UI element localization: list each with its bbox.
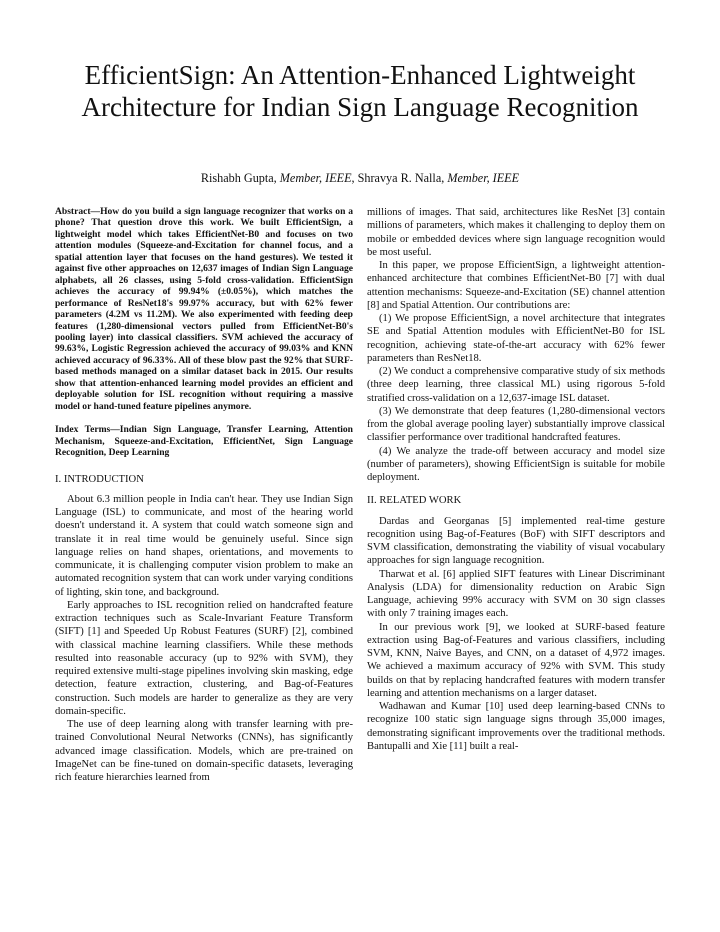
contribution-4: (4) We analyze the trade-off between accuracy and model size (number of parameters), showing EfficientSign is suitable for mobile deployment. bbox=[367, 445, 665, 483]
contribution-3: (3) We demonstrate that deep features (1,280-dimensional vectors from the global average pooling layer) substantially improve classical classifier performance over traditional handcrafted features. bbox=[367, 405, 665, 444]
author-1-name: Rishabh Gupta, bbox=[200, 171, 277, 185]
contribution-1: (1) We propose EfficientSign, a novel architecture that integrates SE and Spatial Attention modules with EfficientNet-B0 for ISL recognition, achieving state-of-the-art accuracy with 62% fewer parameters than ResNet18. bbox=[367, 313, 665, 364]
section-heading-introduction: I. INTRODUCTION bbox=[55, 473, 144, 485]
index-terms: Index Terms—Indian Sign Language, Transfer Learning, Attention Mechanism, Squeeze-and-Excitation, EfficientNet, Sign Language Recognition, Deep Learning bbox=[55, 424, 353, 459]
left-column bbox=[55, 206, 353, 784]
author-separator: , bbox=[351, 171, 358, 185]
abstract: Abstract—How do you build a sign language recognizer that works on a phone? That question drove this work. We built EfficientSign, a lightweight model which takes EfficientNet-B0 and focuses on two attention modules (Squeeze-and-Excitation for channel focus, and a spatial attention layer that focuses on the hand gestures). We tested it against five other approaches on 12,637 images of Indian Sign Language alphabets, all 26 classes, using 5-fold cross-validation. EfficientSign achieves the accuracy of 99.94% (±0.05%), which matches the performance of ResNet18's 99.97% accuracy, but with 62% fewer parameters (4.2M vs 11.2M). We also experimented with feeding deep features (1,280-dimensional vectors pulled from EfficientNet-B0's pooling layer) into classical classifiers. SVM achieved the accuracy of 99.63%, Logistic Regression achieved the accuracy of 99.03% and KNN achieved accuracy of 96.33%. All of these blow past the 92% that SURF-based methods managed on a similar dataset back in 2015. Our results show that attention-enhanced learning model provides an efficient and deployable solution for ISL recognition without requiring a massive model or hand-tuned feature pipelines anymore. bbox=[55, 206, 353, 412]
right-column bbox=[367, 206, 665, 753]
author-2-membership: Member, IEEE bbox=[447, 171, 520, 185]
related-paragraph-3: In our previous work [9], we looked at SURF-based feature extraction using Bag-of-Features and various classifiers, including SVM, KNN, Naive Bayes, and CNN, on a dataset of 4,972 images. We achieved a maximum accuracy of 92% with SVM. This study builds on that by replacing handcrafted features with modern transfer learning and attention mechanisms on a larger dataset. bbox=[367, 621, 665, 699]
related-paragraph-4: Wadhawan and Kumar [10] used deep learning-based CNNs to recognize 100 static sign language signs through 35,000 images, demonstrating significant improvements over the traditional methods. Bantupalli and Xie [11] built a real- bbox=[367, 701, 665, 752]
related-paragraph-2: Tharwat et al. [6] applied SIFT features with Linear Discriminant Analysis (LDA) for dimensionality reduction on Arabic Sign Language, achieving 99% accuracy with SVM on 30 sign classes with only 7 training images each. bbox=[367, 568, 665, 620]
author-2-name: Shravya R. Nalla, bbox=[357, 171, 445, 185]
author-line bbox=[60, 170, 660, 186]
paper-title: EfficientSign: An Attention-Enhanced Lightweight Architecture for Indian Sign Language Recognition bbox=[81, 60, 639, 122]
related-paragraph-1: Dardas and Georganas [5] implemented real-time gesture recognition using Bag-of-Features (BoF) with SIFT descriptors and SVM classification, demonstrating the viability of visual vocabulary approaches for sign language recognition. bbox=[367, 515, 665, 567]
intro-paragraph-3-continued: millions of images. That said, architectures like ResNet [3] contain millions of parameters, which makes it challenging to deploy them on mobile or embedded devices where sign language recognition would be most useful. bbox=[367, 207, 665, 258]
intro-paragraph-1: About 6.3 million people in India can't hear. They use Indian Sign Language (ISL) to communicate, and most of the hearing world doesn't understand it. A system that could watch someone sign and translate it in real time would be genuinely useful. Since sign language relies on hand shapes, orientations, and movements to communicate, it is challenging computer vision problem to make an automated recognition system that can work under varying conditions of lighting, skin tone, and background. bbox=[55, 493, 353, 598]
section-heading-related-work: II. RELATED WORK bbox=[367, 495, 462, 507]
intro-paragraph-3: The use of deep learning along with transfer learning with pre-trained Convolutional Neural Networks (CNNs), has significantly advanced image classification. Models, which are pre-trained on ImageNet can be fine-tuned on domain-specific datasets, leveraging rich feature hierarchies learned from bbox=[55, 719, 353, 784]
intro-paragraph-4: In this paper, we propose EfficientSign, a lightweight attention-enhanced architecture that combines EfficientNet-B0 [7] with dual attention mechanisms: Squeeze-and-Excitation (SE) channel attention [8] and Spatial Attention. Our contributions are: bbox=[367, 260, 665, 311]
intro-paragraph-2: Early approaches to ISL recognition relied on handcrafted feature extraction techniques such as Scale-Invariant Feature Transform (SIFT) [1] and Speeded Up Robust Features (SURF) [2], combined with classical machine learning classifiers. While these methods resulted into reasonable accuracy (up to 92% with SVM), they required extensive multi-stage pipelines involving skin masking, edge detection, feature extraction, clustering, and Bag-of-Features construction. Such models are harder to generalize as they are very domain-specific. bbox=[55, 599, 353, 717]
contribution-2: (2) We conduct a comprehensive comparative study of six methods (three deep learning, three classical ML) using rigorous 5-fold stratified cross-validation on a 12,637-image ISL dataset. bbox=[367, 366, 665, 404]
author-1-membership: Member, IEEE bbox=[279, 171, 352, 185]
